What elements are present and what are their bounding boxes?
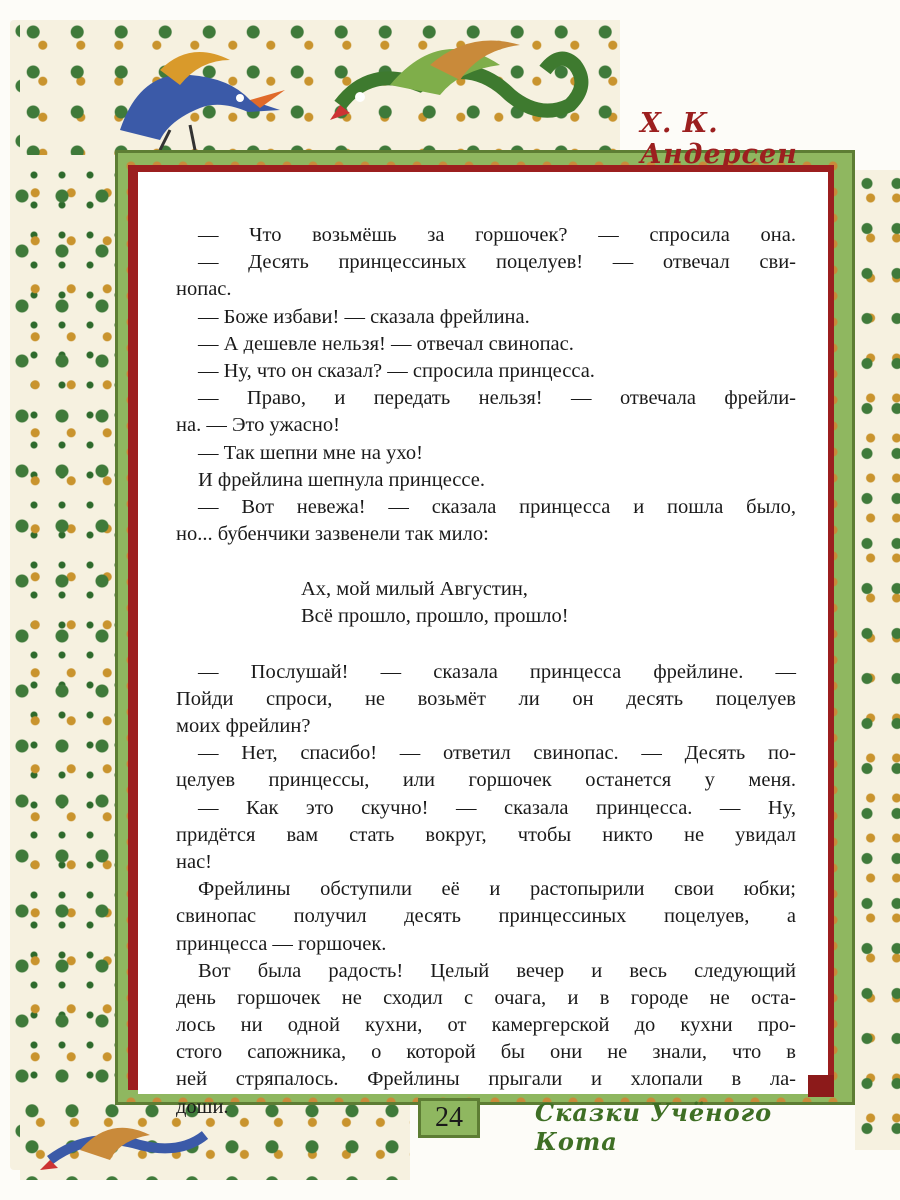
poem-line: Всё прошло, прошло, прошло! [301,605,569,628]
text-line: И фрейлина шепнула принцессе. [198,468,485,491]
text-line: моих фрейлин? [176,715,311,737]
text-line: — Что возьмёшь за горшочек? — спросила она. [198,224,796,246]
bird-illustration [100,30,290,150]
text-line: Фрейлины обступили её и растопырили свои юбки; [198,878,796,901]
text-line: — Нет, спасибо! — ответил свинопас. — Десять по- [198,742,796,765]
text-line: — А дешевле нельзя! — отвечал свинопас. [198,332,574,355]
author-heading: Х. К. Андерсен [640,108,798,170]
text-line: Вот была радость! Целый вечер и весь следующий [198,959,796,982]
text-line: — Десять принцессиных поцелуев! — отвечал сви- [198,251,796,274]
series-title: Сказки Учёного Кота [535,1098,773,1156]
text-line: принцесса — горшочек. [176,932,387,955]
text-line: свинопас получил десять принцессиных поцелуев, а [176,905,796,928]
text-line: — Как это скучно! — сказала принцесса. — Ну, [198,796,796,819]
story-text [176,222,796,1121]
text-line: — Ну, что он сказал? — спросила принцесса. [198,359,595,382]
text-line: стого сапожника, о которой бы они не знали, что в [176,1041,796,1064]
text-line: придётся вам стать вокруг, чтобы никто не увидал [176,823,796,846]
text-line: целуев принцессы, или горшочек останется у меня. [176,769,796,792]
text-line: Пойди спроси, не возьмёт ли он десять поцелуев [176,687,796,710]
text-line: лось ни одной кухни, от камергерской до кухни про- [176,1014,796,1037]
text-line: — Боже избави! — сказала фрейлина. [198,305,530,328]
floral-border-left [10,20,122,1170]
poem-line: Ах, мой милый Августин, [301,578,528,601]
text-line: на. — Это ужасно! [176,414,340,437]
text-line: нопас. [176,278,232,301]
floral-border-right [855,170,900,1150]
page-number: 24 [418,1098,480,1138]
text-line: — Послушай! — сказала принцесса фрейлине. — [198,660,796,683]
corner-block [808,1075,834,1097]
text-line: нас! [176,850,212,873]
text-line: день горшочек не сходил с очага, и в городе не оста- [176,986,796,1009]
text-line: ней стряпалось. Фрейлины прыгали и хлопали в ла- [176,1068,796,1091]
text-line: — Право, и передать нельзя! — отвечала фрейли- [198,387,796,410]
text-line: но... бубенчики зазвенели так мило: [176,523,489,546]
text-line: доши. [176,1095,229,1118]
text-line: — Так шепни мне на ухо! [198,441,423,464]
text-line: — Вот невежа! — сказала принцесса и пошла было, [198,495,796,518]
dragon-illustration [330,25,600,160]
